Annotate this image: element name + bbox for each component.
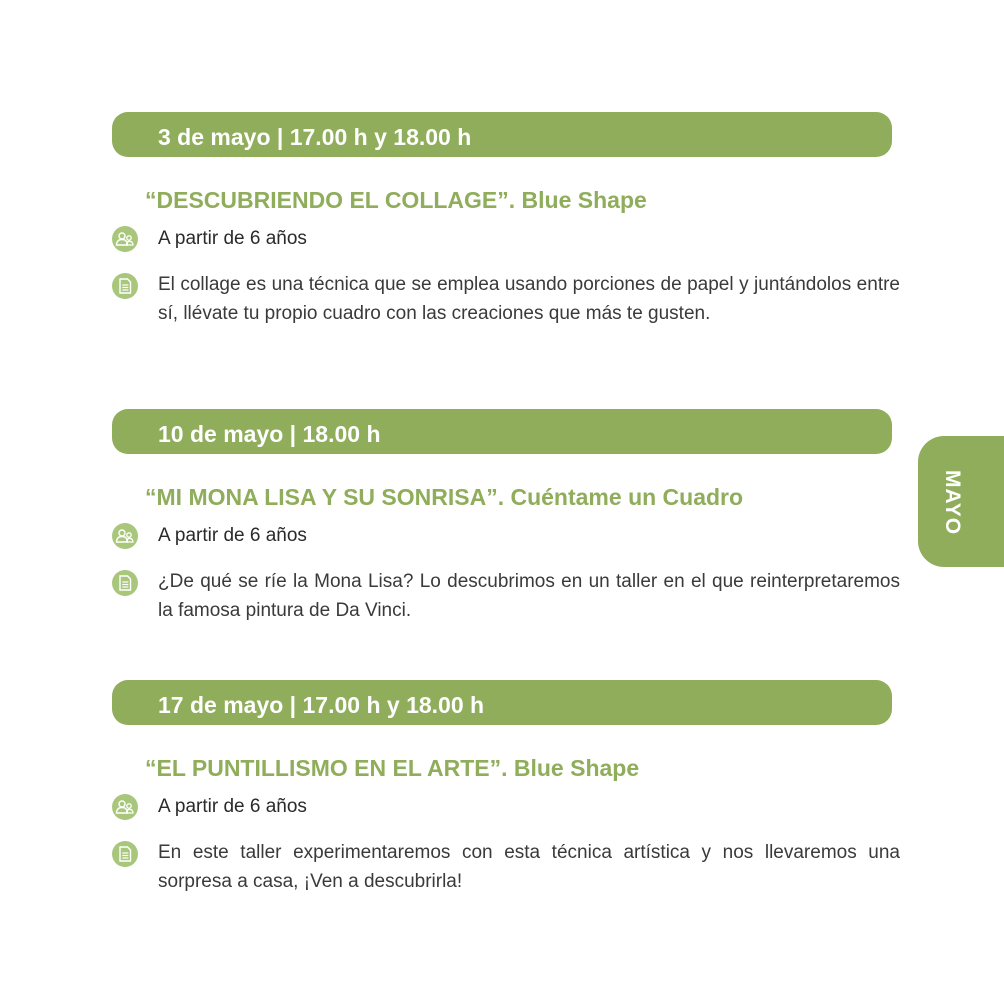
description-row [112,838,900,896]
event-title: “MI MONA LISA Y SU SONRISA”. Cuéntame un Cuadro [145,484,744,510]
document-icon [112,273,138,299]
event-block [112,409,900,625]
people-icon [112,523,138,549]
event-title: “DESCUBRIENDO EL COLLAGE”. Blue Shape [145,187,647,213]
age-row [112,522,900,550]
age-row [112,225,900,253]
event-date-bar: 10 de mayo | 18.00 h [112,409,892,454]
event-block [112,112,900,328]
description-text: El collage es una técnica que se emplea usando porciones de papel y juntándolos entre sí, llévate tu propio cuadro con las creaciones que más te gusten. [158,274,900,324]
age-text: A partir de 6 años [158,525,307,546]
description-text: ¿De qué se ríe la Mona Lisa? Lo descubrimos en un taller en el que reinterpretaremos la famosa pintura de Da Vinci. [158,571,900,621]
document-icon [112,570,138,596]
people-icon [112,226,138,252]
event-date-bar: 17 de mayo | 17.00 h y 18.00 h [112,680,892,725]
age-row [112,793,900,821]
description-row [112,270,900,328]
age-text: A partir de 6 años [158,796,307,817]
event-title: “EL PUNTILLISMO EN EL ARTE”. Blue Shape [145,755,640,781]
event-date-bar: 3 de mayo | 17.00 h y 18.00 h [112,112,892,157]
month-tab-label: MAYO [941,470,964,536]
event-block [112,680,900,896]
document-icon [112,841,138,867]
age-text: A partir de 6 años [158,228,307,249]
description-row [112,567,900,625]
description-text: En este taller experimentaremos con esta técnica artística y nos llevaremos una sorpresa a casa, ¡Ven a descubrirla! [158,842,900,892]
people-icon [112,794,138,820]
